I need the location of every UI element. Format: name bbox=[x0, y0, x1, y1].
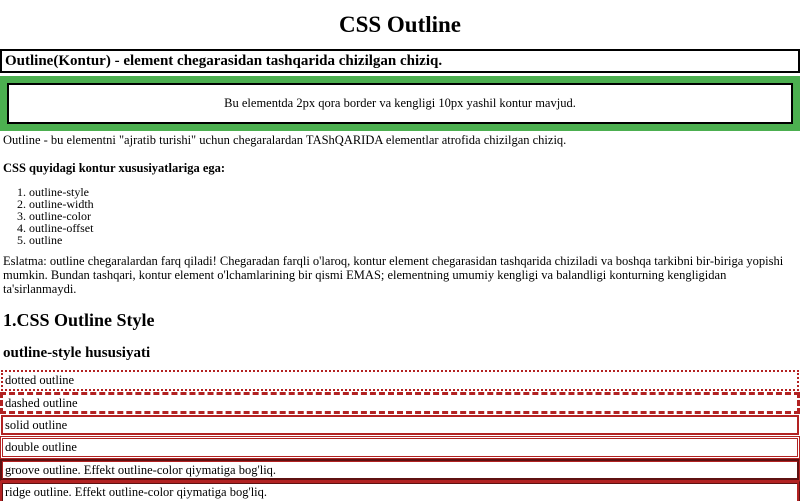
property-item-outline-style: 1. outline-style bbox=[29, 186, 800, 198]
outline-examples bbox=[0, 372, 800, 500]
page-title: CSS Outline bbox=[338, 12, 462, 37]
outline-description: Outline - bu elementni "ajratib turishi" uchun chegaralardan TAShQARIDA elementlar atrofida chizilgan chiziq. bbox=[3, 133, 567, 147]
green-outline-demo-box: Bu elementda 2px qora border va kengligi 10px yashil kontur mavjud. bbox=[7, 83, 793, 124]
page bbox=[0, 12, 800, 501]
property-item-outline-width: 2. outline-width bbox=[29, 198, 800, 210]
outline-example-groove: groove outline. Effekt outline-color qiymatiga bog'liq. bbox=[3, 462, 797, 478]
intro-definition-box: Outline(Kontur) - element chegarasidan tashqarida chizilgan chiziq. bbox=[0, 49, 800, 73]
outline-example-dashed: dashed outline bbox=[3, 395, 797, 411]
properties-list bbox=[0, 186, 800, 246]
subsection-heading: outline-style hususiyati bbox=[3, 345, 151, 362]
section-heading: 1.CSS Outline Style bbox=[3, 310, 155, 331]
note-paragraph: Eslatma: outline chegaralardan farq qiladi! Chegaradan farqli o'laroq, kontur element chegarasidan tashqarida chiziladi va boshqa tarkibni bir-biriga yopishi mumkin. Bundan tashqari, kontur element o'lchamlarining bir qismi EMAS; elementning umumiy kengligi va balandligi konturning kengligidan ta'sirlanmaydi. bbox=[3, 254, 784, 296]
outline-example-dotted: dotted outline bbox=[3, 372, 797, 388]
property-item-outline-color: 3. outline-color bbox=[29, 210, 800, 222]
outline-example-double: double outline bbox=[3, 439, 797, 455]
property-item-outline-offset: 4. outline-offset bbox=[29, 222, 800, 234]
property-item-outline: 5. outline bbox=[29, 234, 800, 246]
properties-heading: CSS quyidagi kontur xususiyatlariga ega: bbox=[3, 161, 226, 175]
outline-example-ridge: ridge outline. Effekt outline-color qiymatiga bog'liq. bbox=[3, 484, 797, 500]
outline-example-solid: solid outline bbox=[3, 417, 797, 433]
